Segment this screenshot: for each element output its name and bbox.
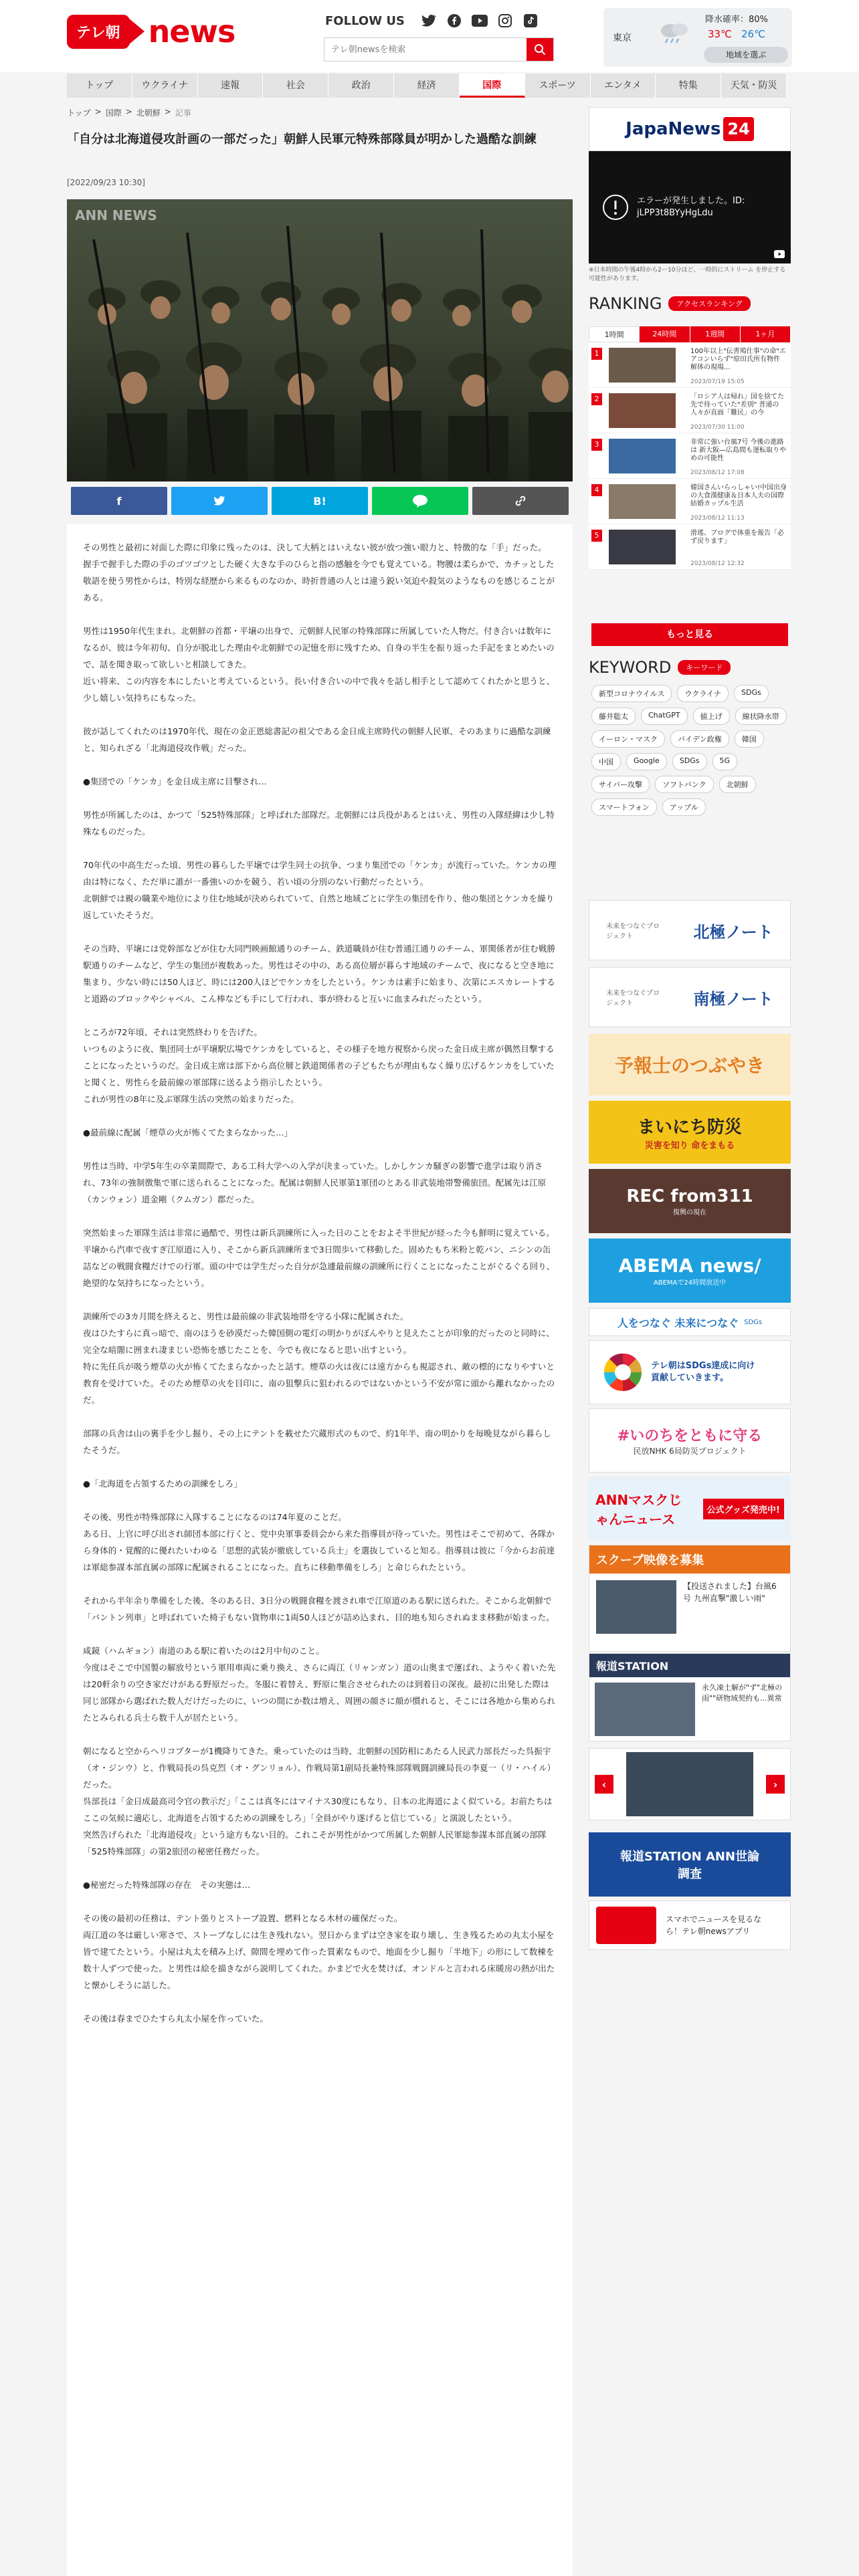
- article-paragraph: その男性と最初に対面した際に印象に残ったのは、決して大柄とはいえない彼が放つ強い眼力と、特徴的な「手」だった。 握手で握手した際の手のゴツゴツとした硬く大きな手のひらと指の感触を今でも覚えている。物腰は柔らかで、カチッとした敬語を使う男性からは、特別な経歴から来るものなのか、時折普通の人とは違う鋭い気迫や殺気のようなものを感じることがある。: [83, 542, 555, 603]
- keyword-tag[interactable]: アップル: [662, 798, 706, 816]
- nav-item-politics[interactable]: 政治: [328, 74, 394, 98]
- keyword-tag[interactable]: 5G: [712, 753, 738, 770]
- carousel-banner: [589, 1748, 791, 1820]
- ranking-date: 2023/08/12 17:08: [690, 469, 745, 476]
- article-paragraph: ところが72年頃、それは突然終わりを告げた。 いつものように夜、集団同士が平壌駅広場でケンカをしていると、その様子を地方視察から戻った金日成主席が偶然目撃することになったというのだ。金日成主席は部下から高位層と鉄道関係者の子どもたちが理由もなく繰り広げるケンカをしていたと聞くと、男性らを最前線の軍部隊に送るよう指示したという。 これが男性の8年に及ぶ軍隊生活の突然の始まりだった。: [83, 1027, 555, 1104]
- keyword-tag[interactable]: ChatGPT: [641, 708, 688, 725]
- banner-text: 南極ノート: [693, 989, 773, 1008]
- twitter-share-button[interactable]: [171, 487, 268, 515]
- scoop-banner[interactable]: [589, 1545, 791, 1652]
- ranking-title: 韓国さんいらっしゃい!中国出身の大食漢健康＆日本人夫の国際結婚カップル生活: [690, 484, 787, 508]
- mascot-news-banner[interactable]: [589, 1477, 791, 1541]
- keyword-tag[interactable]: サイバー攻撃: [591, 776, 650, 793]
- article-paragraph: 男性は1950年代生まれ。北朝鮮の首都・平壌の出身で、元朝鮮人民軍の特殊部隊に所属していた人物だ。付き合いは数年になるが、彼は今年初旬、自分が脱北した理由や北朝鮮での記憶を形に残すため、自身の半生を振り返った手記をまとめたいので、話を聞き取って欲しいと相談してきた。 近い将来、この内容を本にしたいと考えているという。長い付き合いの中で我々を話し相手として認めてくれたかと思うと、少し嬉しい気持ちにもなった。: [83, 626, 555, 703]
- breadcrumb-international[interactable]: 国際: [105, 108, 122, 118]
- nav-item-top[interactable]: トップ: [67, 74, 132, 98]
- search-icon: [534, 43, 546, 56]
- ranking-item[interactable]: [589, 342, 791, 388]
- twitter-icon: [213, 496, 225, 506]
- keyword-tag[interactable]: 北朝鮮: [719, 776, 756, 793]
- nav-item-feature[interactable]: 特集: [656, 74, 721, 98]
- weather-city: 東京: [613, 33, 632, 43]
- nav-item-ukraine[interactable]: ウクライナ: [132, 74, 198, 98]
- banner-text: スクープ映像を募集: [589, 1545, 790, 1574]
- link-icon: [514, 494, 527, 508]
- youtube-icon[interactable]: [472, 13, 488, 28]
- banner-sub: 民放NHK 6局防災プロジェクト: [633, 1446, 747, 1456]
- keyword-tag[interactable]: スマートフォン: [591, 798, 657, 816]
- carousel-next-icon[interactable]: ›: [766, 1775, 785, 1794]
- ranking-tab-24h[interactable]: 24時間: [640, 326, 690, 342]
- ranking-date: 2023/07/30 11:00: [690, 424, 745, 431]
- article-paragraph: 咸鏡（ハムギョン）南道のある駅に着いたのは2月中旬のこと。 今度はそこで中国製の解放号という軍用車両に乗り換え、さらに両江（リャンガン）道の山奥まで運ばれ、ようやく着いた先は20軒余りの空き家だけがある野原だった。冬服に着替え、野原に集合させられたのは到着日の深夜。最初に出発した際は同じ部隊から選ばれた数人だけだったのに、いつの間にか数は増え、周囲の顔さに顔が慣れると、そこには各地から集められたとみられる兵士ら数千人が居たという。: [83, 1646, 556, 1723]
- app-banner[interactable]: [589, 1901, 791, 1950]
- hokkyoku-note-banner[interactable]: [589, 900, 791, 960]
- banner-text: 人をつなぐ 未来につなぐ: [617, 1316, 739, 1329]
- logo-tv: テレ朝: [67, 15, 130, 49]
- follow-label: FOLLOW US: [325, 13, 405, 28]
- sdgs-tv-banner[interactable]: [589, 1340, 791, 1404]
- article-paragraph: その当時、平壌には党幹部などが住む大同門映画館通りのチーム、鉄道職員が住む普通江通りのチーム、軍関係者が住む戦勝駅通りのチームなど、学生の集団が複数あった。男性はその中の、ある高位層が暮らす地域のチームで、夜になると空き地に集まり、少ない時には50人ほど、時には200人ほどでケンカをしたという。ケンカは素手に始まり、次第にエスカレートすると道路のブロックやシャベル、こん棒なども手にして行われ、事が終わると互いに血まみれだったという。: [83, 944, 556, 1004]
- breadcrumb-sep: >: [164, 107, 171, 116]
- hatena-share-button[interactable]: [272, 487, 368, 515]
- keyword-tag[interactable]: SDGs: [734, 685, 769, 702]
- banner-text: ANNマスクじゃんニュース: [595, 1492, 682, 1527]
- ranking-thumbnail: [609, 530, 676, 564]
- ranking-thumbnail: [609, 393, 676, 428]
- banner-sub: 公式グッズ発売中!: [703, 1499, 784, 1519]
- banner-text: 予報士のつぶやき: [614, 1055, 765, 1077]
- sdgs-future-banner[interactable]: [589, 1308, 791, 1336]
- banner-text: #いのちをともに守る: [617, 1428, 763, 1444]
- follow-us: [325, 13, 539, 28]
- search-input[interactable]: [324, 38, 527, 61]
- keyword-tag[interactable]: 線状降水帯: [735, 708, 787, 725]
- article-paragraph: 70年代の中高生だった頃、男性の暮らした平壌では学生同士の抗争、つまり集団での「ケンカ」が流行っていた。ケンカの理由は特になく、ただ単に誰が一番強いのかを競う、若い頃の分別のない行動だったという。 北朝鮮では親の職業や地位により住む地域が決められていて、自然と地域ごとに学生の集団を作り、他の集団とケンカを繰り返していたそうだ。: [83, 860, 557, 920]
- article-paragraph: それから半年余り準備をした後、冬のある日、3日分の戦闘食糧を渡され車で江原道のある駅に送られた。そこから北朝鮮で「バントン列車」と呼ばれていた椅子もない貨物車に1両50人ほどが詰め込まれ、目的地も知らされぬまま移動が始まった。: [83, 1596, 555, 1622]
- nav-item-international[interactable]: 国際: [460, 74, 525, 98]
- facebook-share-button[interactable]: [71, 487, 167, 515]
- banner-sub: 永久凍土解が"ず"北極の雨""研物域契約も...異常: [702, 1683, 783, 1703]
- houdou-content: [589, 1677, 790, 1741]
- breadcrumb: [67, 107, 191, 118]
- ranking-number: 3: [591, 439, 602, 451]
- keyword-tag[interactable]: 藤井聡太: [591, 708, 636, 725]
- hatena-icon: B!: [313, 494, 326, 508]
- banner-text: 報道STATION ANN世論調査: [619, 1850, 760, 1881]
- logo-arrow-icon: [128, 18, 145, 45]
- ranking-title: 「ロシア人は帰れ」国を捨てた先で待っていた"差別" 普通の人々が直面「難民」の今: [690, 393, 784, 417]
- keyword-tag[interactable]: SDGs: [672, 753, 707, 770]
- logo-news: news: [148, 13, 235, 49]
- ranking-list: [589, 342, 791, 570]
- live-video-player[interactable]: [589, 151, 791, 263]
- keyword-tag[interactable]: ウクライナ: [677, 685, 729, 702]
- line-share-button[interactable]: [372, 487, 468, 515]
- banner-sub: ABEMAで24時間放送中: [653, 1279, 727, 1287]
- ranking-thumbnail: [609, 348, 676, 383]
- keyword-pill: キーワード: [678, 660, 731, 675]
- banner-text: テレ朝はSDGs達成に向け貢献していきます。: [651, 1361, 755, 1383]
- banner-text: ABEMA news/: [618, 1255, 761, 1277]
- line-icon: [412, 494, 428, 508]
- keyword-tag[interactable]: ソフトバンク: [655, 776, 714, 793]
- page-title: 「自分は北海道侵攻計画の一部だった」朝鮮人民軍元特殊部隊員が明かした過酷な訓練: [67, 132, 537, 146]
- video-error-text: エラーが発生しました。ID: jLPP3t8BYyHgLdu: [637, 196, 745, 218]
- instagram-icon[interactable]: [497, 13, 513, 28]
- twitter-icon[interactable]: [421, 13, 437, 28]
- nav-item-breaking[interactable]: 速報: [198, 74, 264, 98]
- weather-high: 33℃: [708, 28, 732, 40]
- article-body: [67, 524, 573, 2576]
- cloud-icon: [656, 19, 696, 45]
- breadcrumb-sep: >: [94, 107, 102, 116]
- nav-item-economy[interactable]: 経済: [394, 74, 460, 98]
- article-date: [2022/09/23 10:30]: [67, 178, 145, 187]
- article-subheading: ●集団での「ケンカ」を金日成主席に目撃され…: [83, 776, 267, 786]
- search-box: [324, 37, 554, 62]
- ranking-tabs: [589, 326, 791, 342]
- ranking-date: 2023/08/12 11:13: [690, 515, 745, 522]
- nav-item-society[interactable]: 社会: [263, 74, 328, 98]
- keyword-tag[interactable]: 中国: [591, 753, 621, 770]
- video-watermark: ANN NEWS: [75, 207, 157, 223]
- keyword-header: [589, 658, 731, 677]
- yoron-chousa-banner[interactable]: [589, 1832, 791, 1897]
- facebook-icon: f: [116, 494, 122, 508]
- japannews24-banner[interactable]: [589, 107, 791, 151]
- article-paragraph: 突然始まった軍隊生活は非常に過酷で、男性は新兵訓練所に入った日のことをおよそ半世紀が経った今も鮮明に覚えている。 平壌から汽車で夜すぎ江原道に入り、そこから新兵訓練所まで3日間歩いて移動した。固めたもち米粉と乾パン、ニシンの缶詰などの戦闘食糧だけでの行軍。頭の中では学生だった自分が急遽最前線の訓練所に行くことになったことがぐるぐる回り、絶望的な気持ちになったという。: [83, 1228, 555, 1288]
- region-select-button[interactable]: 地域を選ぶ: [704, 47, 788, 63]
- banner-text: スマホでニュースを見るなら！テレ朝newsアプリ: [666, 1915, 762, 1936]
- article-subheading: ●秘密だった特殊部隊の存在 その実態は…: [83, 1880, 251, 1890]
- article-paragraph: 部隊の兵舎は山の裏手を少し掘り、その上にテントを載せた穴蔵形式のもので、約1年半、南の明かりを毎晩見ながら暮らしたそうだ。: [83, 1428, 551, 1455]
- app-icon: [596, 1907, 656, 1944]
- houdou-station-banner[interactable]: [589, 1653, 791, 1741]
- banner-text: 報道STATION: [589, 1654, 790, 1677]
- article-video[interactable]: [67, 199, 573, 481]
- keyword-tag[interactable]: 値上げ: [693, 708, 730, 725]
- article-paragraph: その後の最初の任務は、テント張りとストーブ設置、燃料となる木材の確保だった。 両江道の冬は厳しい寒さで、ストーブなしには生き残れない。翌日からまずは空き家を取り壊し、生き残るための丸太小屋を皆で建てたという。小屋は丸太を積み上げ、隙間を埋めて作った質素なもので、地面を少し掘り「半地下」の形にして数棟を数十人ずつで使った。と男性は絵を描きながら説明してくれた。かまどで火を焚けば、オンドルと言われる床暖房の熱が出たと懐かしそうに話した。: [83, 1913, 555, 1990]
- banner-text: 北極ノート: [693, 922, 773, 942]
- ranking-number: 5: [591, 530, 602, 542]
- ranking-tab-1h[interactable]: 1時間: [589, 326, 640, 342]
- ranking-title: 100年以上"伝書鳩仕事"の命"エアコンいらず"原田氏所有物件 解体の現場...: [690, 348, 786, 371]
- carousel-image[interactable]: [626, 1752, 753, 1816]
- article-subheading: ●「北海道を占領するための訓練をしろ」: [83, 1479, 242, 1489]
- video-note: ※日本時間の午後4時から2ー10分ほど、一時的にストリーム を停止する可能性があります。: [589, 267, 786, 282]
- abema-news-banner[interactable]: [589, 1239, 791, 1303]
- ranking-tab-1m[interactable]: 1ヶ月: [741, 326, 791, 342]
- ranking-title: RANKING: [589, 294, 662, 313]
- keyword-title: KEYWORD: [589, 658, 672, 677]
- soldiers-video-frame: [67, 199, 573, 481]
- alert-icon: [602, 194, 629, 221]
- keyword-tag[interactable]: イーロン・マスク: [591, 730, 665, 748]
- search-button[interactable]: [527, 38, 553, 61]
- article-paragraph: 訓練所での3カ月間を終えると、男性は最前線の非武装地帯を守る小隊に配属された。 夜はひたすらに真っ暗で、南のほうを砂漠だった韓国側の電灯の明かりがぼんやりと見えたことが印象的だったのと同時に、完全な暗闇に囲まれ凄まじい恐怖を感じたことを、今でも夜になると思い出すという。 特に先任兵が吸う煙草の火が怖くてたまらなかったと話す。煙草の火は夜には遠方からも視認され、敵の標的になりやすいと教育を受けていた。そのため煙草の火を目印に、南の狙撃兵に狙われるのではないかという不安が常に頭から離れなかったのだ。: [83, 1311, 555, 1405]
- copy-link-button[interactable]: [472, 487, 569, 515]
- article-subheading: ●最前線に配属「煙草の火が怖くてたまらなかった…」: [83, 1128, 293, 1138]
- youtube-icon: [773, 250, 785, 258]
- mainichi-bousai-banner[interactable]: [589, 1101, 791, 1164]
- ranking-number: 4: [591, 484, 602, 496]
- banner-sub: 復興の現在: [673, 1208, 706, 1216]
- breadcrumb-sep: >: [125, 107, 132, 116]
- article-paragraph: 男性は当時、中学5年生の卒業間際で、ある工科大学への入学が決まっていた。しかしケンカ騒ぎの影響で進学は取り消され、73年の強制徴集で軍に送られることになった。配属は朝鮮人民軍第1軍団のとある非武装地帯警備旅団。配属先は江原（カンウォン）道金剛（クムガン）郡だった。: [83, 1161, 547, 1204]
- ranking-item[interactable]: [589, 524, 791, 570]
- japannews-label: JapaNews: [626, 119, 721, 139]
- sdgs-wheel-icon: [603, 1352, 643, 1392]
- ranking-number: 1: [591, 348, 602, 360]
- site-logo[interactable]: [67, 13, 235, 49]
- ranking-item[interactable]: [589, 479, 791, 524]
- keyword-tag[interactable]: バイデン政権: [670, 730, 729, 748]
- facebook-icon[interactable]: [446, 13, 462, 28]
- banner-text: REC from311: [626, 1186, 753, 1206]
- site-header: [0, 0, 859, 72]
- nav-item-entertainment[interactable]: エンタメ: [591, 74, 656, 98]
- main-nav: [67, 74, 787, 98]
- nankyoku-note-banner[interactable]: [589, 967, 791, 1027]
- ranking-date: 2023/08/12 12:32: [690, 560, 745, 567]
- article-paragraph: 朝になると空からヘリコプターが1機降りてきた。乗っていたのは当時、北朝鮮の国防相にあたる人民武力部長だった呉振宇（オ・ジンウ）と、作戦局長の呉克烈（オ・グンリョル）、作戦局第1副局長兼特殊部隊戦闘訓練局長の李夏一（リ・ハイル）だった。 呉部長は「金日成最高司令官の教示だ」「ここは真冬にはマイナス30度にもなり、日本の北海道によく似ている。お前たちはここの気候に適応し、北海道を占領するための訓練をしろ」「全員がやり遂げると信じている」と演説したという。 突然告げられた「北海道侵攻」という途方もない目的。これこそが男性がかつて所属した朝鮮人民軍総参謀本部直属の部隊「525特殊部隊」の第2旅団の秘密任務だった。: [83, 1746, 556, 1856]
- inochi-banner[interactable]: [589, 1408, 791, 1473]
- ranking-pill: アクセスランキング: [668, 296, 750, 311]
- ranking-number: 2: [591, 393, 602, 405]
- banner-text: まいにち防災: [637, 1117, 742, 1138]
- banner-sub: SDGs: [744, 1318, 763, 1326]
- ranking-title: 非常に強い台風7号 今後の進路は 新大阪―広島間も運転取りやめの可能性: [690, 439, 787, 462]
- ranking-thumbnail: [609, 439, 676, 473]
- scoop-content: [589, 1574, 790, 1640]
- breadcrumb-article: 記事: [175, 108, 191, 118]
- breadcrumb-top[interactable]: トップ: [67, 108, 91, 118]
- banner-sub: 災害を知り 命をまもる: [644, 1141, 735, 1151]
- scoop-thumbnail: [596, 1580, 676, 1634]
- article-paragraph: 彼が話してくれたのは1970年代、現在の金正恩総書記の祖父である金日成主席時代の朝鮮人民軍、そのあまりに過酷な訓練と、知られざる「北海道侵攻作戦」だった。: [83, 726, 551, 753]
- ranking-title: 滑瑤、ブログで体重を報告「必ず戻ります」: [690, 530, 784, 545]
- weather-humidity: 降水確率：80%: [705, 15, 768, 25]
- weather-low: 26℃: [741, 28, 765, 40]
- ranking-date: 2023/07/19 15:05: [690, 379, 745, 385]
- banner-sub: 【投送されました】台風6号 九州直撃"激しい雨": [683, 1582, 777, 1603]
- article-paragraph: その後は春までひたすら丸太小屋を作っていた。: [83, 2014, 269, 2024]
- ranking-item[interactable]: [589, 388, 791, 433]
- keyword-tag[interactable]: 新型コロナウイルス: [591, 685, 672, 702]
- ranking-thumbnail: [609, 484, 676, 519]
- share-bar: [71, 487, 569, 515]
- ranking-item[interactable]: [589, 433, 791, 479]
- article-paragraph: 男性が所属したのは、かつて「525特殊部隊」と呼ばれた部隊だ。北朝鮮には兵役があるとはいえ、男性の入隊経緯は少し特殊なものだった。: [83, 810, 555, 837]
- nav-item-sports[interactable]: スポーツ: [525, 74, 591, 98]
- banner-sub: 未来をつなぐプロジェクト: [606, 990, 660, 1007]
- carousel-prev-icon[interactable]: ‹: [595, 1775, 613, 1794]
- keyword-list: [591, 685, 789, 816]
- japannews-number: 24: [723, 117, 753, 141]
- keyword-tag[interactable]: 韓国: [735, 730, 764, 748]
- breadcrumb-northkorea[interactable]: 北朝鮮: [136, 108, 161, 118]
- nav-item-weather[interactable]: 天気・防災: [721, 74, 787, 98]
- houdou-thumbnail: [595, 1683, 695, 1736]
- rec-from311-banner[interactable]: [589, 1169, 791, 1233]
- keyword-tag[interactable]: Google: [626, 753, 667, 770]
- tiktok-icon[interactable]: [522, 13, 539, 28]
- ranking-header: [589, 294, 751, 313]
- article-paragraph: その後、男性が特殊部隊に入隊することになるのは74年夏のことだ。 ある日、上官に呼び出され師団本部に行くと、党中央軍事委員会から来た指導員が待っていた。男性はそこで初めて、各隊から身体的・覚醒的に優れたいわゆる「思想的武装が徹底している兵士」を選抜していると知る。指導員は彼に「今からお前達は軍総参謀本部直属の部隊に配属されることになった。直ちに移動準備をしろ」と命じられたという。: [83, 1512, 555, 1572]
- weather-widget: [603, 8, 792, 67]
- ranking-more-button[interactable]: もっと見る: [591, 623, 788, 646]
- banner-sub: 未来をつなぐプロジェクト: [606, 923, 660, 940]
- yohoushi-banner[interactable]: [589, 1034, 791, 1095]
- ranking-tab-1w[interactable]: 1週間: [690, 326, 741, 342]
